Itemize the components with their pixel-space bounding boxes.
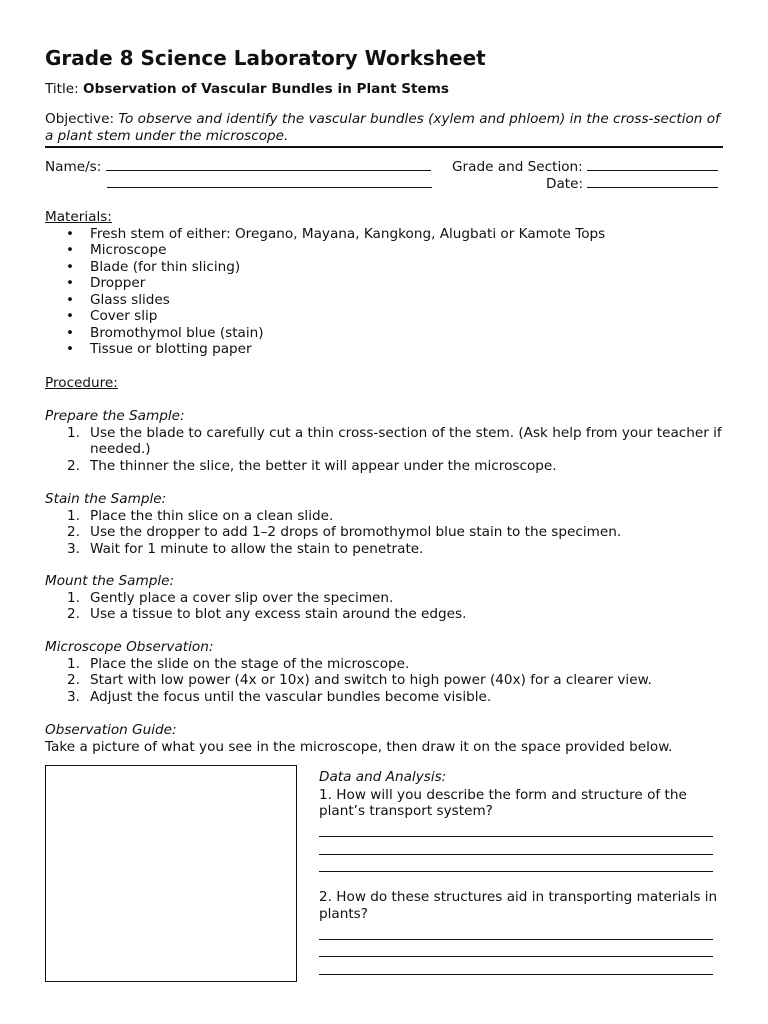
prepare-heading: Prepare the Sample: xyxy=(45,408,185,424)
list-item: • Microscope xyxy=(45,242,723,259)
stain-heading: Stain the Sample: xyxy=(45,491,167,507)
procedure-section xyxy=(45,375,723,392)
observe-heading: Microscope Observation: xyxy=(45,639,214,655)
answer-line[interactable] xyxy=(319,837,713,855)
mount-steps xyxy=(45,590,723,623)
date-field[interactable] xyxy=(587,176,718,188)
stain-section xyxy=(45,491,723,557)
names-label: Name/s: xyxy=(45,159,106,175)
prepare-steps xyxy=(45,425,723,475)
answer-line[interactable] xyxy=(319,855,713,873)
grade-label: Grade and Section: xyxy=(452,159,588,175)
names-row-2 xyxy=(107,176,432,192)
drawing-box[interactable] xyxy=(45,765,297,982)
question-2: 2. How do these structures aid in transporting materials in plants? xyxy=(319,889,718,922)
title-value: Observation of Vascular Bundles in Plant Stems xyxy=(83,81,450,97)
observe-section xyxy=(45,639,723,705)
materials-heading: Materials: xyxy=(45,209,112,225)
answer-line[interactable] xyxy=(319,922,713,940)
grade-row xyxy=(452,159,718,175)
mount-heading: Mount the Sample: xyxy=(45,573,175,589)
prepare-section xyxy=(45,408,723,474)
list-item: 2. Use a tissue to blot any excess stain around the edges. xyxy=(67,606,467,622)
list-item: 2. Use the dropper to add 1–2 drops of bromothymol blue stain to the specimen. xyxy=(67,524,622,540)
names-field-2[interactable] xyxy=(107,176,432,188)
date-row xyxy=(546,176,718,192)
list-item: 2. The thinner the slice, the better it will appear under the microscope. xyxy=(67,457,557,474)
materials-list xyxy=(45,226,723,358)
analysis-heading: Data and Analysis: xyxy=(319,769,447,785)
list-item: 3. Wait for 1 minute to allow the stain to penetrate. xyxy=(67,540,424,557)
stain-steps xyxy=(45,508,723,558)
list-item: • Bromothymol blue (stain) xyxy=(45,325,723,342)
list-item: • Tissue or blotting paper xyxy=(45,341,723,358)
list-item: • Fresh stem of either: Oregano, Mayana, Kangkong, Alugbati or Kamote Tops xyxy=(45,226,723,243)
answer-line[interactable] xyxy=(319,820,713,838)
list-item: 1. Use the blade to carefully cut a thin cross-section of the stem. (Ask help from your teacher if needed.) xyxy=(67,424,722,457)
answer-line[interactable] xyxy=(319,957,713,975)
guide-section xyxy=(45,722,723,755)
observe-steps xyxy=(45,656,723,706)
objective xyxy=(45,111,723,145)
names-row xyxy=(45,159,431,175)
answer-line[interactable] xyxy=(319,940,713,958)
worksheet-title xyxy=(45,81,449,97)
date-label: Date: xyxy=(546,176,588,192)
header-divider xyxy=(45,146,723,148)
title-prefix: Title: xyxy=(45,81,84,97)
guide-instruction: Take a picture of what you see in the microscope, then draw it on the space provided below. xyxy=(45,738,673,755)
list-item: 3. Adjust the focus until the vascular bundles become visible. xyxy=(67,688,492,705)
list-item: • Glass slides xyxy=(45,292,723,309)
guide-heading: Observation Guide: xyxy=(45,722,177,738)
page-title: Grade 8 Science Laboratory Worksheet xyxy=(45,46,486,70)
list-item: 1. Gently place a cover slip over the specimen. xyxy=(67,589,394,606)
list-item: 1. Place the thin slice on a clean slide. xyxy=(67,507,334,524)
procedure-heading: Procedure: xyxy=(45,375,118,391)
materials-section xyxy=(45,209,723,358)
list-item: • Blade (for thin slicing) xyxy=(45,259,723,276)
list-item: 1. Place the slide on the stage of the microscope. xyxy=(67,655,410,672)
data-analysis-section xyxy=(319,769,719,975)
objective-value: To observe and identify the vascular bundles (xylem and phloem) in the cross-section of a plant stem under the microscope. xyxy=(45,111,720,144)
question-1: 1. How will you describe the form and structure of the plant’s transport system? xyxy=(319,786,687,819)
names-field[interactable] xyxy=(106,159,431,171)
list-item: 2. Start with low power (4x or 10x) and switch to high power (40x) for a clearer view. xyxy=(67,672,652,688)
grade-section-field[interactable] xyxy=(587,159,718,171)
list-item: • Cover slip xyxy=(45,308,723,325)
list-item: • Dropper xyxy=(45,275,723,292)
mount-section xyxy=(45,573,723,623)
objective-prefix: Objective: xyxy=(45,111,119,127)
